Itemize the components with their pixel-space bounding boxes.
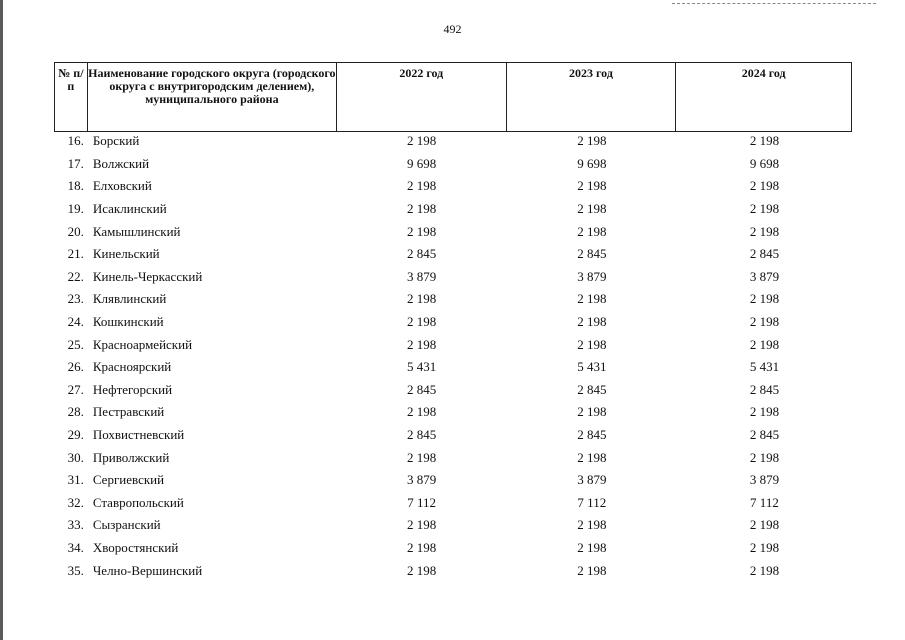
value-2023: 2 198	[577, 517, 607, 533]
table-row	[54, 333, 852, 356]
value-2022: 2 845	[407, 246, 437, 262]
value-2023: 2 198	[577, 539, 607, 555]
row-number: 28.	[67, 404, 84, 420]
value-2024: 2 198	[749, 223, 780, 239]
table-row	[54, 424, 852, 447]
row-number: 24.	[67, 314, 84, 330]
value-2022: 2 198	[407, 223, 437, 239]
value-2023: 3 879	[577, 268, 607, 284]
table-row	[54, 288, 852, 311]
table-row	[54, 401, 852, 424]
value-2023: 2 198	[577, 133, 607, 149]
row-name: Приволжский	[92, 449, 170, 465]
value-2022: 2 198	[407, 404, 437, 420]
table-row	[54, 153, 852, 176]
header-2024: 2024 год	[741, 66, 786, 80]
row-name: Кинель-Черкасский	[92, 268, 203, 284]
row-number: 34.	[67, 539, 84, 555]
table-row	[54, 266, 852, 289]
table-row	[54, 559, 852, 582]
value-2024: 5 431	[749, 359, 780, 375]
table-row	[54, 514, 852, 537]
table-row	[54, 537, 852, 560]
value-2024: 3 879	[749, 472, 780, 488]
value-2022: 2 198	[407, 133, 437, 149]
table-row	[54, 220, 852, 243]
table-row	[54, 469, 852, 492]
value-2024: 2 845	[749, 246, 780, 262]
page-left-edge	[0, 0, 3, 640]
value-2023: 2 198	[577, 223, 607, 239]
value-2023: 2 198	[577, 449, 607, 465]
value-2024: 2 198	[749, 336, 780, 352]
row-number: 29.	[67, 427, 84, 443]
value-2024: 2 198	[749, 562, 780, 578]
row-number: 32.	[67, 494, 84, 510]
row-name: Кинельский	[92, 246, 160, 262]
value-2024: 2 198	[749, 201, 780, 217]
value-2024: 2 198	[749, 133, 780, 149]
value-2024: 2 845	[749, 427, 780, 443]
header-name: Наименование городского округа (городского округа с внутригородским делением), муниципального района	[88, 63, 337, 131]
value-2023: 3 879	[577, 472, 607, 488]
row-number: 31.	[67, 472, 84, 488]
row-number: 22.	[67, 268, 84, 284]
value-2022: 2 198	[407, 449, 437, 465]
row-name: Челно-Вершинский	[92, 562, 203, 578]
header-2023: 2023 год	[507, 63, 677, 131]
row-number: 25.	[67, 336, 84, 352]
value-2022: 5 431	[407, 359, 437, 375]
row-number: 18.	[67, 178, 84, 194]
table-row	[54, 379, 852, 402]
value-2023: 2 198	[577, 291, 607, 307]
table-header	[54, 62, 852, 132]
table-row	[54, 311, 852, 334]
row-name: Исаклинский	[92, 201, 167, 217]
table-row	[54, 446, 852, 469]
row-number: 20.	[67, 223, 84, 239]
table-row	[54, 130, 852, 153]
value-2024: 2 198	[749, 314, 780, 330]
row-name: Сергиевский	[92, 472, 165, 488]
row-name: Камышлинский	[92, 223, 181, 239]
value-2022: 2 198	[407, 201, 437, 217]
value-2023: 9 698	[577, 155, 607, 171]
value-2023: 5 431	[577, 359, 607, 375]
row-number: 27.	[67, 381, 84, 397]
row-name: Клявлинский	[92, 291, 167, 307]
value-2023: 2 845	[577, 381, 607, 397]
row-number: 26.	[67, 359, 84, 375]
header-2022: 2022 год	[337, 63, 507, 131]
row-name: Пестравский	[92, 404, 165, 420]
value-2022: 2 198	[407, 314, 437, 330]
row-name: Елховский	[92, 178, 152, 194]
table-row	[54, 243, 852, 266]
value-2024: 2 845	[749, 381, 780, 397]
value-2022: 2 198	[407, 517, 437, 533]
value-2022: 2 198	[407, 291, 437, 307]
value-2022: 2 198	[407, 539, 437, 555]
value-2023: 2 198	[577, 178, 607, 194]
row-name: Похвистневский	[92, 427, 185, 443]
header-num: № п/п	[55, 63, 88, 131]
row-number: 35.	[67, 562, 84, 578]
value-2024: 2 198	[749, 449, 780, 465]
row-name: Нефтегорский	[92, 381, 173, 397]
row-number: 17.	[67, 155, 84, 171]
table-row	[54, 492, 852, 515]
row-name: Ставропольский	[92, 494, 184, 510]
value-2023: 2 198	[577, 201, 607, 217]
row-name: Борский	[92, 133, 140, 149]
value-2023: 2 845	[577, 427, 607, 443]
value-2024: 7 112	[750, 494, 779, 510]
value-2023: 2 198	[577, 562, 607, 578]
table-body	[54, 130, 852, 582]
row-number: 30.	[67, 449, 84, 465]
page-number: 492	[443, 22, 462, 36]
row-number: 16.	[67, 133, 84, 149]
value-2024: 2 198	[749, 517, 780, 533]
top-dashed-line	[672, 3, 876, 4]
row-name: Хворостянский	[92, 539, 179, 555]
value-2022: 2 198	[407, 562, 437, 578]
table-row	[54, 356, 852, 379]
value-2024: 2 198	[749, 404, 780, 420]
row-number: 19.	[67, 201, 84, 217]
value-2023: 7 112	[577, 494, 607, 510]
row-number: 23.	[67, 291, 84, 307]
row-number: 33.	[67, 517, 84, 533]
value-2024: 2 198	[749, 539, 780, 555]
value-2022: 7 112	[407, 494, 437, 510]
row-number: 21.	[67, 246, 84, 262]
value-2022: 2 845	[407, 427, 437, 443]
value-2022: 2 845	[407, 381, 437, 397]
value-2024: 3 879	[749, 268, 780, 284]
value-2023: 2 845	[577, 246, 607, 262]
value-2023: 2 198	[577, 336, 607, 352]
row-name: Сызранский	[92, 517, 161, 533]
value-2022: 2 198	[407, 178, 437, 194]
table-row	[54, 175, 852, 198]
value-2024: 2 198	[749, 178, 780, 194]
value-2023: 2 198	[577, 404, 607, 420]
value-2024: 9 698	[749, 155, 780, 171]
row-name: Красноярский	[92, 359, 172, 375]
row-name: Волжский	[92, 155, 150, 171]
row-name: Красноармейский	[92, 336, 193, 352]
row-name: Кошкинский	[92, 314, 164, 330]
value-2024: 2 198	[749, 291, 780, 307]
value-2022: 3 879	[407, 472, 437, 488]
value-2022: 2 198	[407, 336, 437, 352]
value-2022: 3 879	[407, 268, 437, 284]
table-row	[54, 198, 852, 221]
value-2023: 2 198	[577, 314, 607, 330]
value-2022: 9 698	[407, 155, 437, 171]
